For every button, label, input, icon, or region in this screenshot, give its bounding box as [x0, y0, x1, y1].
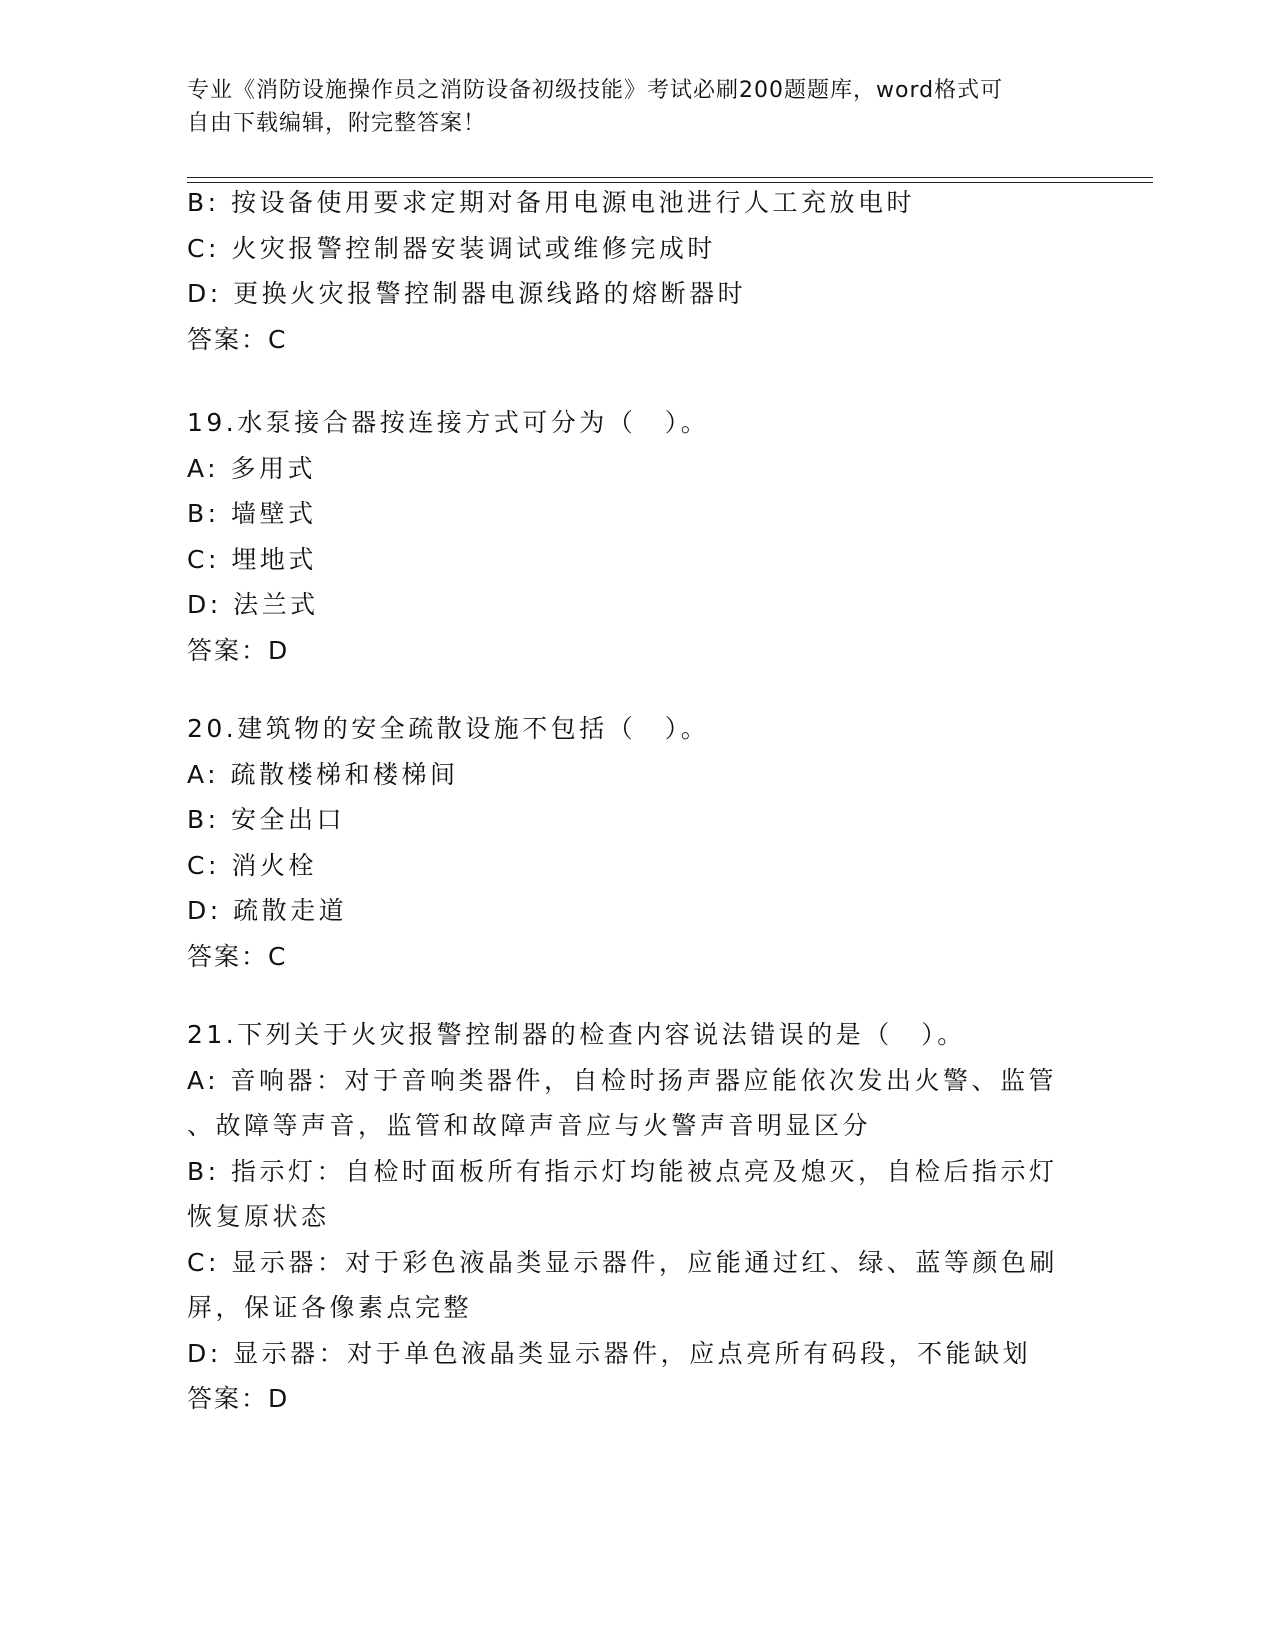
option-b-line-2: 恢复原状态: [187, 1202, 330, 1231]
header-line-1: 专业《消防设施操作员之消防设备初级技能》考试必刷200题题库，word格式可: [187, 78, 1004, 103]
header-line-2: 自由下载编辑，附完整答案！: [187, 111, 487, 136]
option-d: D: 显示器：对于单色液晶类显示器件，应点亮所有码段，不能缺划: [187, 1338, 1032, 1368]
answer: 答案：D: [187, 635, 290, 665]
option-c: C: 消火栓: [187, 850, 317, 880]
question-stem: 21.下列关于火灾报警控制器的检查内容说法错误的是（ ）。: [187, 1020, 966, 1049]
header-divider-top: [187, 177, 1153, 178]
question-stem: 19.水泵接合器按连接方式可分为（ ）。: [187, 408, 710, 437]
option-c: C: 火灾报警控制器安装调试或维修完成时: [187, 233, 716, 263]
answer: 答案：C: [187, 324, 288, 354]
option-b: B: 墙壁式: [187, 499, 317, 528]
option-c-line-2: 屏，保证各像素点完整: [187, 1293, 473, 1322]
question-21: [187, 1012, 1087, 1422]
option-a-line-2: 、故障等声音，监管和故障声音应与火警声音明显区分: [187, 1111, 872, 1140]
answer: 答案：C: [187, 941, 288, 971]
option-a-line-1: A: 音响器：对于音响类器件，自检时扬声器应能依次发出火警、监管: [187, 1065, 1058, 1095]
option-d: D: 法兰式: [187, 590, 319, 619]
option-d: D: 疏散走道: [187, 896, 348, 925]
question-stem: 20.建筑物的安全疏散设施不包括（ ）。: [187, 714, 710, 743]
option-c-line-1: C: 显示器：对于彩色液晶类显示器件，应能通过红、绿、蓝等颜色刷: [187, 1247, 1058, 1277]
question-20: [187, 706, 1087, 979]
question-18-tail: [187, 180, 1087, 362]
answer: 答案：D: [187, 1384, 290, 1413]
option-d: D: 更换火灾报警控制器电源线路的熔断器时: [187, 279, 747, 308]
option-b: B: 安全出口: [187, 805, 346, 834]
option-c: C: 埋地式: [187, 544, 317, 574]
option-b: B: 按设备使用要求定期对备用电源电池进行人工充放电时: [187, 188, 916, 217]
document-header: [187, 74, 1067, 140]
option-b-line-1: B: 指示灯：自检时面板所有指示灯均能被点亮及熄灭，自检后指示灯: [187, 1156, 1058, 1186]
option-a: A: 多用式: [187, 453, 317, 483]
question-19: [187, 400, 1087, 673]
option-a: A: 疏散楼梯和楼梯间: [187, 759, 459, 789]
